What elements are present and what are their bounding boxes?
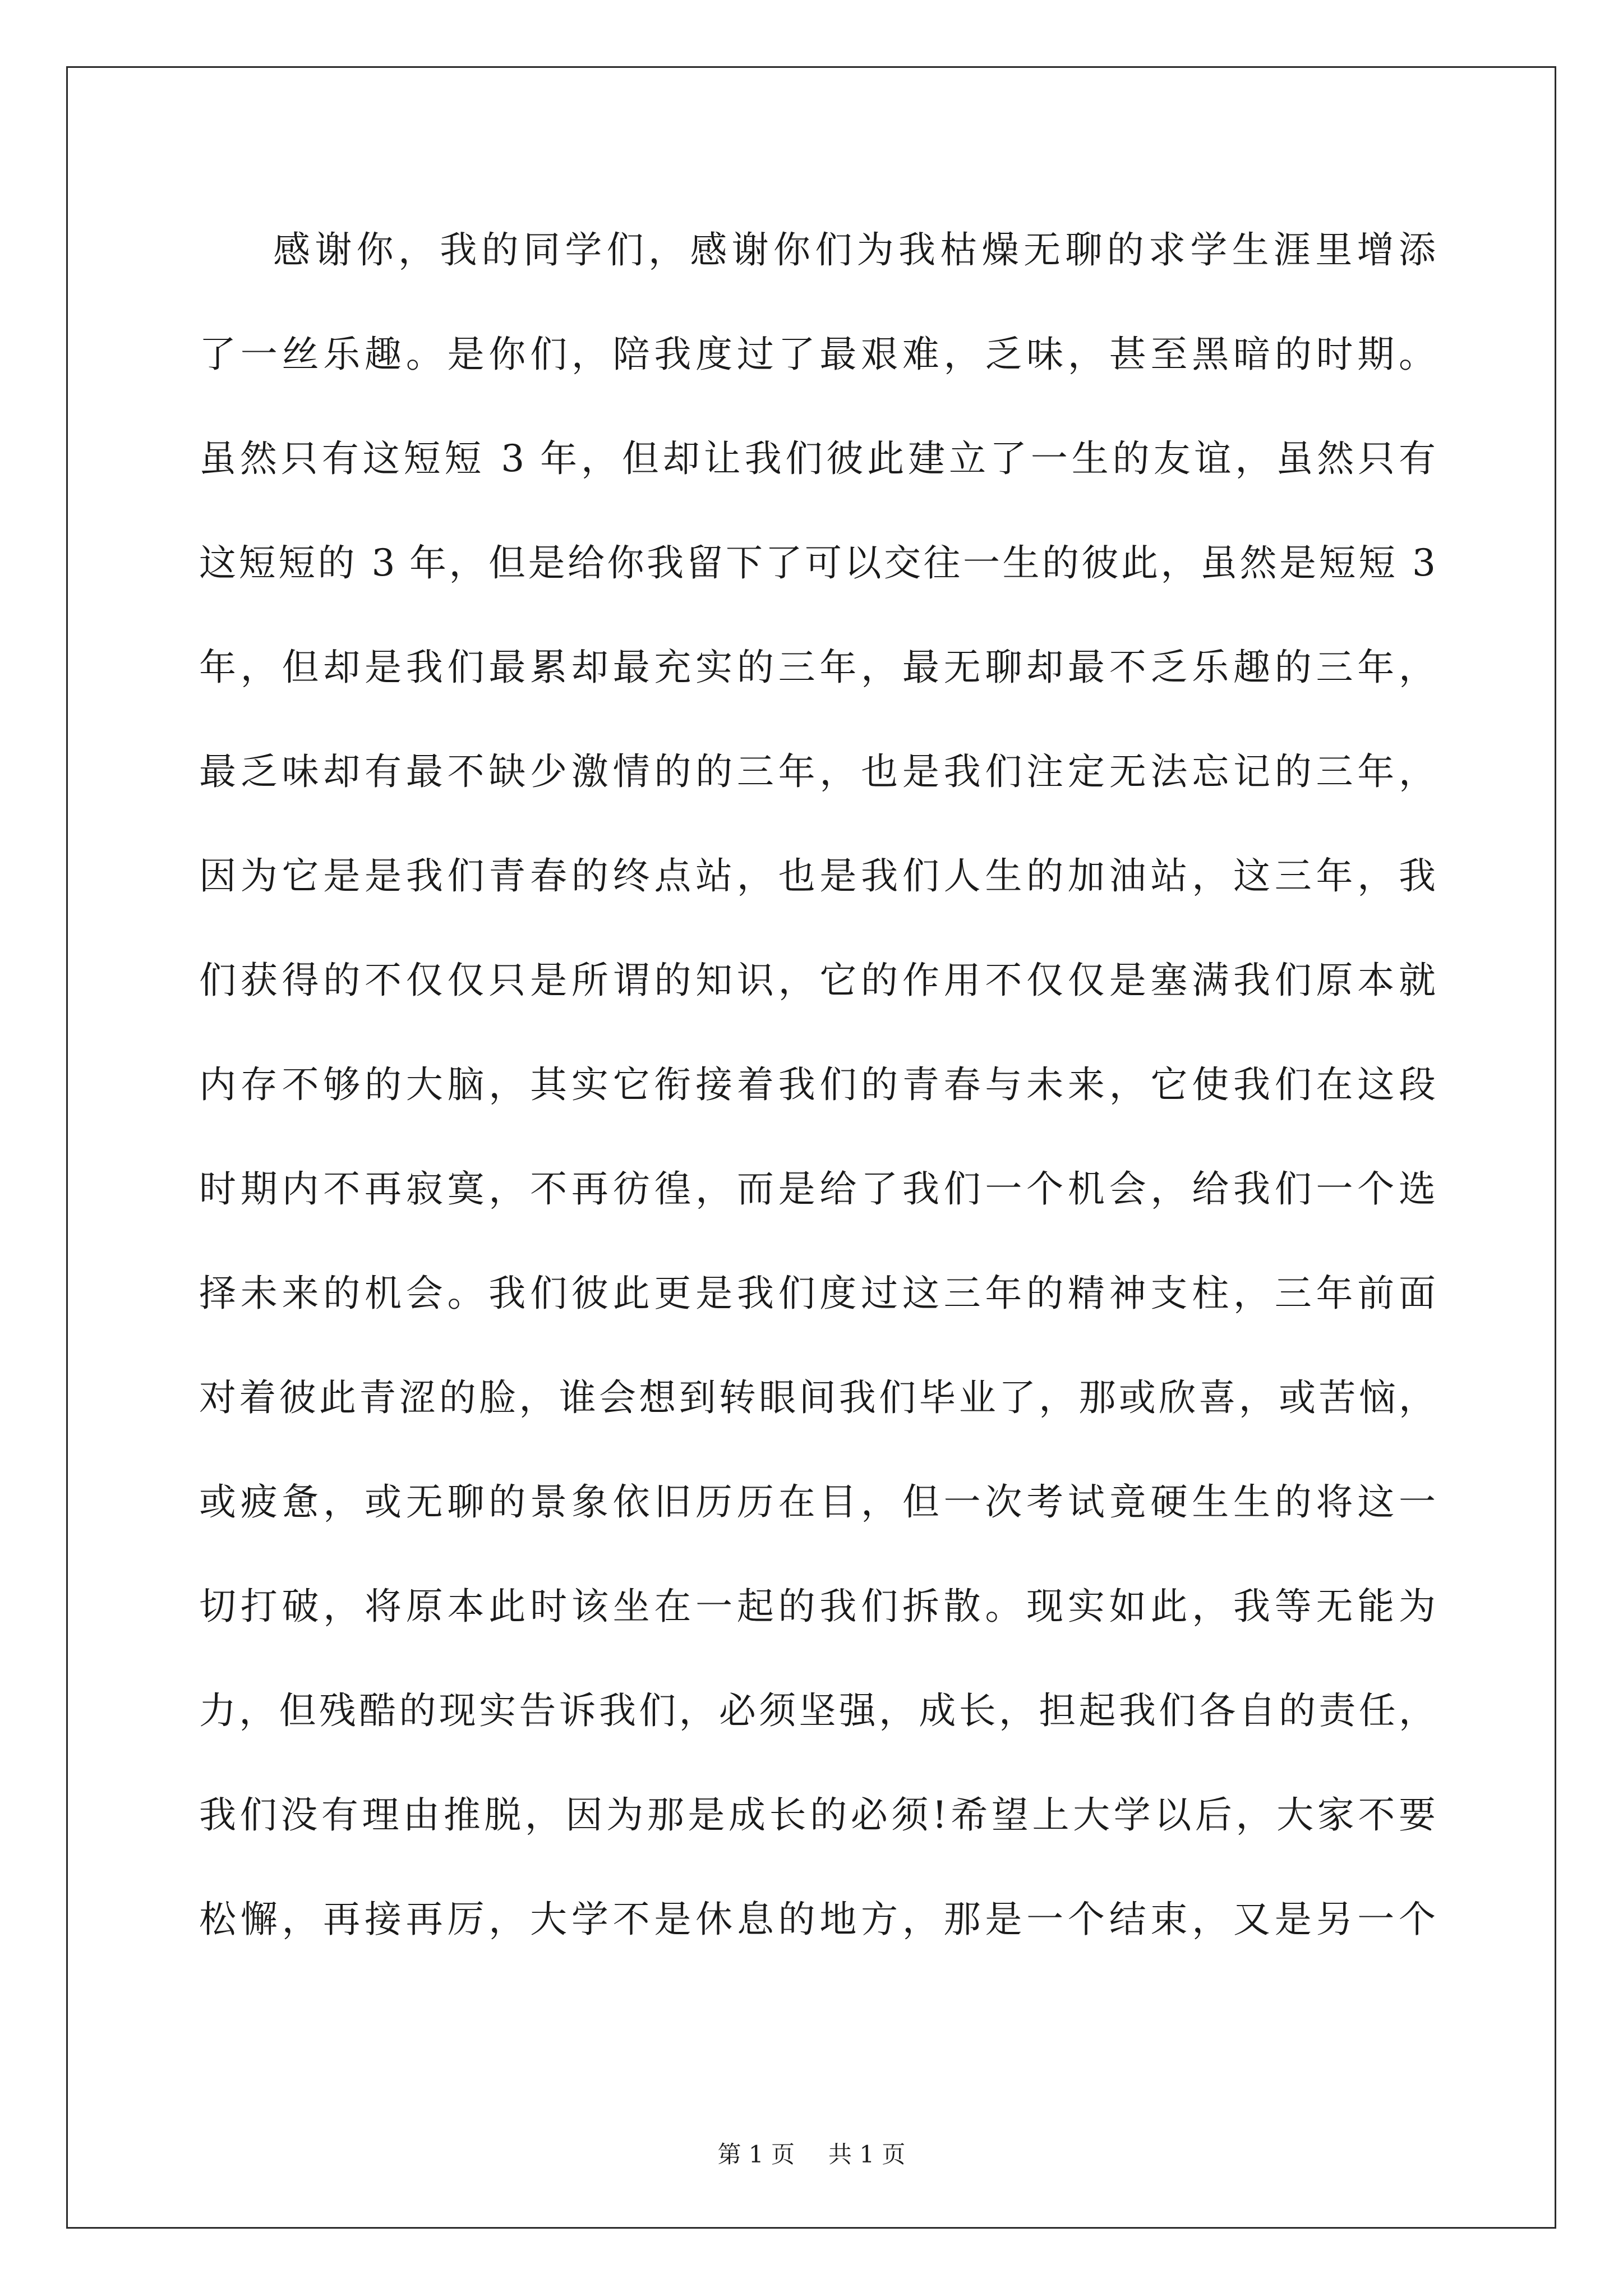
page-total: 共 1 页 (828, 2141, 906, 2168)
text-line: 时期内不再寂寞，不再彷徨，而是给了我们一个机会，给我们一个选 (199, 1167, 1436, 1211)
text-line: 虽然只有这短短 3 年，但却让我们彼此建立了一生的友谊，虽然只有 (199, 437, 1436, 480)
text-line: 这短短的 3 年，但是给你我留下了可以交往一生的彼此，虽然是短短 3 (199, 541, 1436, 585)
text-line: 力，但残酷的现实告诉我们，必须坚强，成长，担起我们各自的责任， (199, 1689, 1436, 1732)
page-footer (0, 2136, 1623, 2170)
text-line: 最乏味却有最不缺少激情的的三年，也是我们注定无法忘记的三年， (199, 750, 1436, 793)
page-number: 第 1 页 (717, 2141, 795, 2168)
text-line: 感谢你，我的同学们，感谢你们为我枯燥无聊的求学生涯里增添 (273, 228, 1436, 272)
text-line: 内存不够的大脑，其实它衔接着我们的青春与未来，它使我们在这段 (199, 1063, 1436, 1106)
text-line: 松懈，再接再厉，大学不是休息的地方，那是一个结束，又是另一个 (199, 1898, 1436, 1941)
text-line: 了一丝乐趣。是你们，陪我度过了最艰难，乏味，甚至黑暗的时期。 (199, 333, 1436, 376)
text-line: 年，但却是我们最累却最充实的三年，最无聊却最不乏乐趣的三年， (199, 646, 1436, 689)
text-line: 我们没有理由推脱，因为那是成长的必须!希望上大学以后，大家不要 (199, 1793, 1436, 1837)
text-line: 们获得的不仅仅只是所谓的知识，它的作用不仅仅是塞满我们原本就 (199, 959, 1436, 1002)
text-line: 因为它是是我们青春的终点站，也是我们人生的加油站，这三年，我 (199, 854, 1436, 898)
text-line: 对着彼此青涩的脸，谁会想到转眼间我们毕业了，那或欣喜，或苦恼， (199, 1376, 1436, 1419)
text-line: 或疲惫，或无聊的景象依旧历历在目，但一次考试竟硬生生的将这一 (199, 1480, 1436, 1524)
document-body (199, 217, 1436, 1991)
text-line: 择未来的机会。我们彼此更是我们度过这三年的精神支柱，三年前面 (199, 1272, 1436, 1315)
text-line: 切打破，将原本此时该坐在一起的我们拆散。现实如此，我等无能为 (199, 1585, 1436, 1628)
